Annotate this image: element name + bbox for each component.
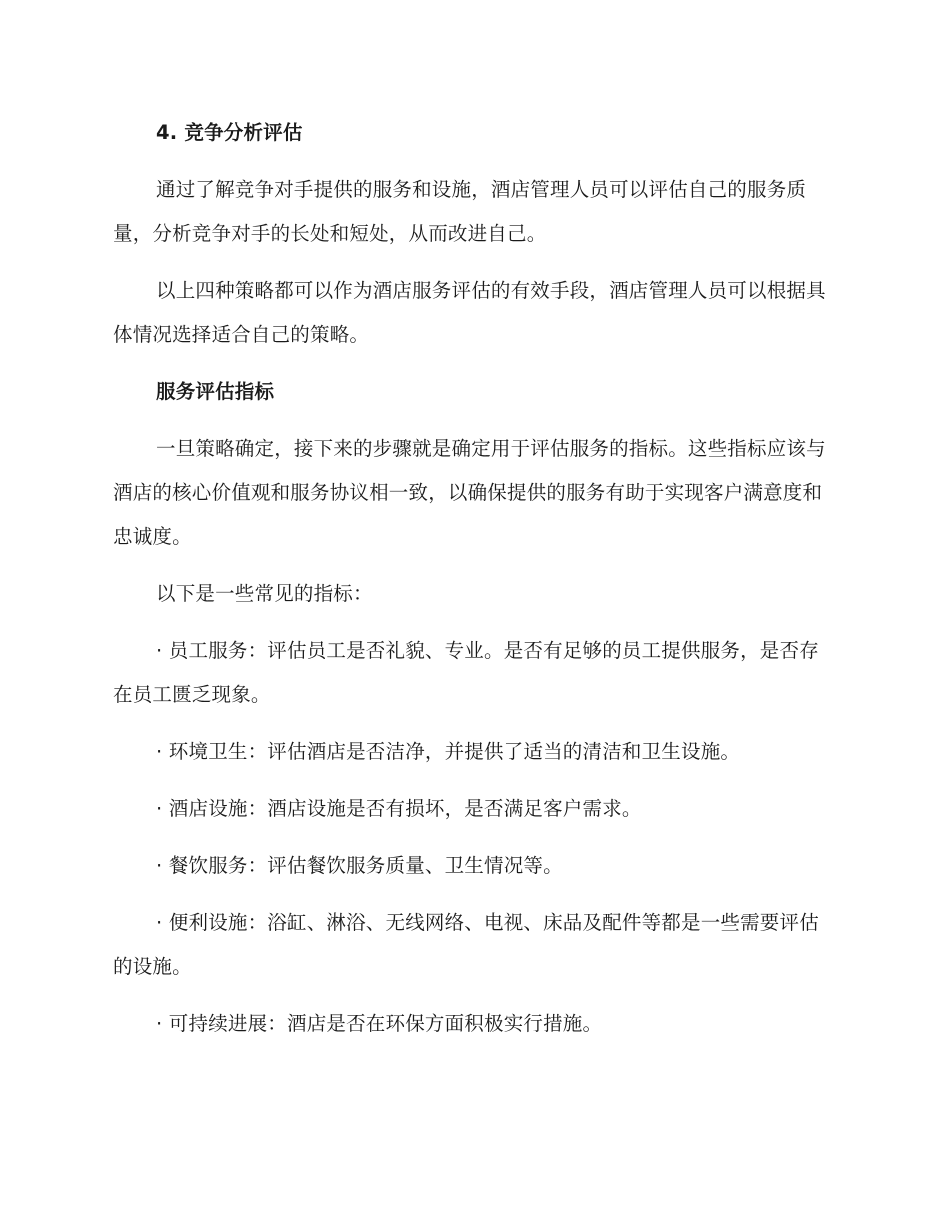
section-heading-competition-analysis: 4. 竞争分析评估 [156,121,303,144]
paragraph-metrics-intro: 一旦策略确定，接下来的步骤就是确定用于评估服务的指标。这些指标应该与酒店的核心价值观和服务协议相一致，以确保提供的服务有助于实现客户满意度和忠诚度。 [113,437,826,548]
paragraph-strategy-summary: 以上四种策略都可以作为酒店服务评估的有效手段，酒店管理人员可以根据具体情况选择适合自己的策略。 [113,279,826,346]
list-item-hygiene: · 环境卫生：评估酒店是否洁净，并提供了适当的清洁和卫生设施。 [156,740,741,763]
paragraph-competition-analysis: 通过了解竞争对手提供的服务和设施，酒店管理人员可以评估自己的服务质量，分析竞争对手的长处和短处，从而改进自己。 [113,178,807,245]
document-body [113,111,833,1046]
paragraph-common-metrics: 以下是一些常见的指标： [156,582,373,605]
list-item-sustainability: · 可持续进展：酒店是否在环保方面积极实行措施。 [156,1012,603,1035]
list-item-staff-service: · 员工服务：评估员工是否礼貌、专业。是否有足够的员工提供服务，是否存在员工匮乏现象。 [113,639,819,706]
list-item-dining-service: · 餐饮服务：评估餐饮服务质量、卫生情况等。 [156,854,563,877]
list-item-amenities: · 便利设施：浴缸、淋浴、无线网络、电视、床品及配件等都是一些需要评估的设施。 [113,911,819,978]
section-heading-evaluation-metrics: 服务评估指标 [156,380,275,403]
list-item-hotel-facilities: · 酒店设施：酒店设施是否有损坏，是否满足客户需求。 [156,797,642,820]
